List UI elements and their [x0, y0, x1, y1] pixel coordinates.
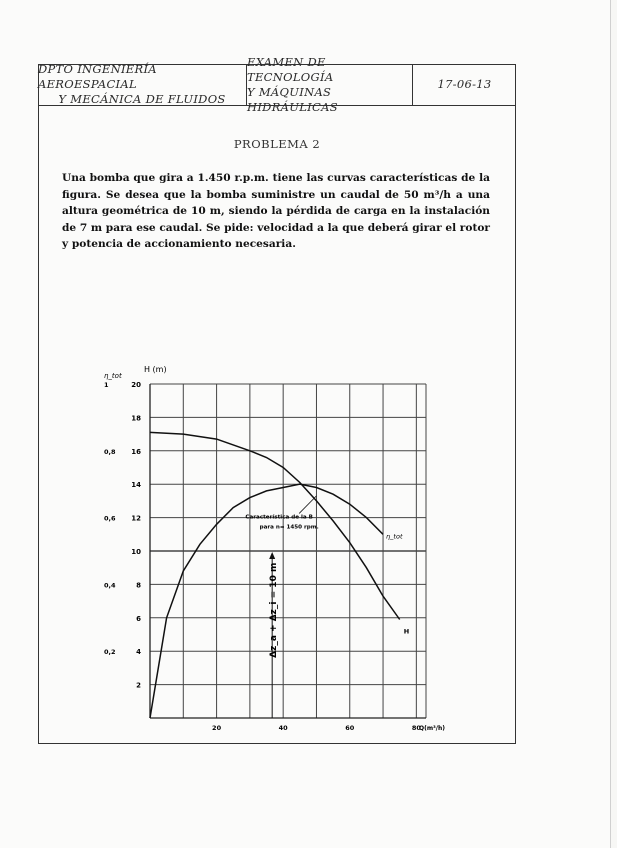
- static-head-label: Δz_a + Δz_i = 10 m: [269, 562, 280, 658]
- x-axis-label: Q(m³/h): [419, 725, 445, 732]
- x-tick-label-2: 60: [345, 724, 355, 732]
- y-tick-label-2: 6: [136, 614, 141, 623]
- date-cell: [413, 64, 516, 105]
- department-cell: [38, 64, 247, 105]
- eff-tick-label-1: 0,4: [104, 581, 116, 590]
- exam-line-1: EXAMEN DE TECNOLOGÍA: [247, 54, 334, 84]
- eff-tick-label-3: 0,8: [104, 447, 116, 456]
- exam-line-2: Y MÁQUINAS HIDRÁULICAS: [247, 84, 338, 114]
- x-tick-label-1: 40: [278, 724, 288, 732]
- y-tick-label-6: 14: [131, 481, 141, 490]
- y-tick-label-8: 18: [131, 414, 141, 423]
- series-h-label: H: [403, 627, 410, 636]
- y-tick-label-7: 16: [131, 447, 141, 456]
- annotation-line-2: para n= 1450 rpm.: [259, 524, 319, 531]
- y-tick-label-4: 10: [131, 548, 141, 556]
- exam-header: [38, 54, 516, 114]
- exam-date: 17-06-13: [437, 77, 492, 91]
- y-tick-label-5: 12: [131, 514, 141, 523]
- y-axis-label-eff: η_tot: [104, 372, 122, 380]
- annotation-line-1: Característica de la B: [245, 514, 313, 521]
- eff-tick-label-4: 1: [104, 381, 109, 389]
- y-tick-label-1: 4: [136, 648, 141, 657]
- problem-title: PROBLEMA 2: [233, 137, 321, 151]
- y-tick-label-0: 2: [136, 681, 141, 690]
- series-eta-label: η_tot: [386, 532, 403, 541]
- x-tick-label-0: 20: [212, 724, 222, 732]
- eff-tick-label-0: 0,2: [104, 648, 116, 657]
- chart-svg: [96, 360, 446, 745]
- x-tick-label-3: 80: [411, 724, 421, 732]
- department-line-1: DPTO INGENIERÍA AEROESPACIAL: [38, 62, 157, 91]
- department-line-2: Y MECÁNICA DE FLUIDOS: [58, 92, 226, 106]
- pump-characteristic-chart: [96, 360, 446, 745]
- y-axis-label-h: H (m): [144, 365, 167, 374]
- static-head-arrow-head: [269, 552, 275, 559]
- exam-cell: [247, 54, 413, 114]
- y-tick-label-9: 20: [131, 381, 141, 389]
- eff-tick-label-2: 0,6: [104, 514, 116, 523]
- annotation-leader: [299, 496, 316, 514]
- y-tick-label-3: 8: [136, 581, 141, 590]
- problem-statement: Una bomba que gira a 1.450 r.p.m. tiene las curvas características de la figura. Se desea que la bomba suministre un caudal de 50 m³/h a una altura geométrica de 10 m, siendo la pérdida de carga en la instalación de 7 m para ese caudal. Se pide: velocidad a la que deberá girar el rotor y potencia de accionamiento necesaria.: [62, 172, 490, 250]
